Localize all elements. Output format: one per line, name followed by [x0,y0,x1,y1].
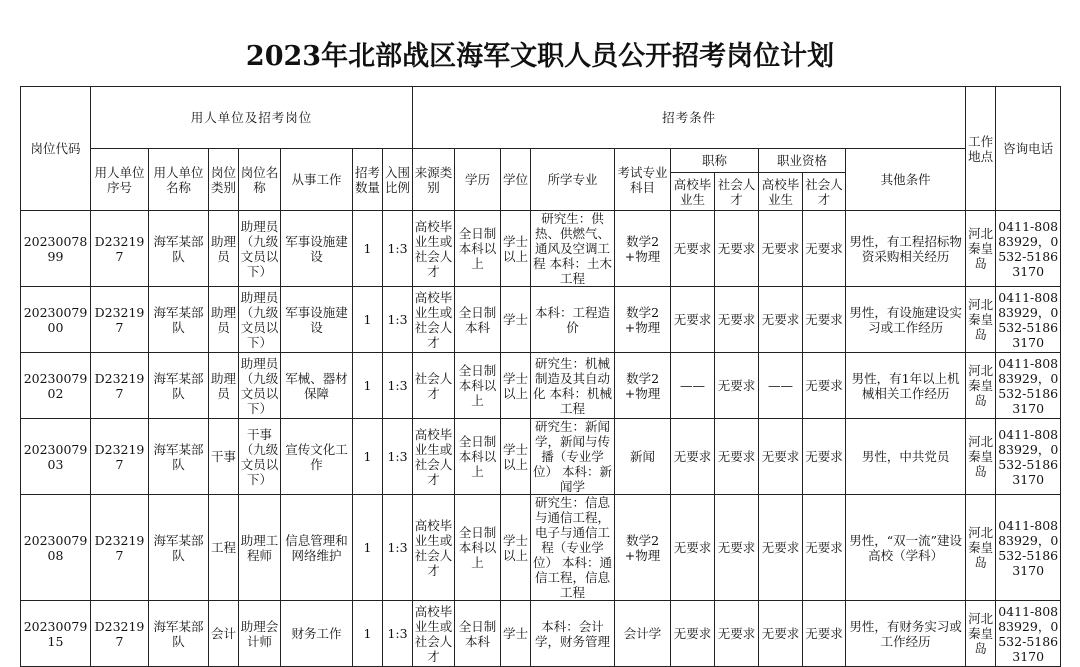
source: 高校毕业生或社会人才 [413,211,455,287]
exam-subject: 数学2+物理 [615,287,671,353]
education: 全日制本科以上 [455,211,501,287]
qualification-graduate: 无要求 [759,419,803,495]
job: 军事设施建设 [281,211,353,287]
phone: 0411-80883929，0532-51863170 [996,353,1061,419]
title-social: 无要求 [715,495,759,601]
degree: 学士以上 [501,211,531,287]
count: 1 [353,419,383,495]
unit-name: 海军某部队 [149,211,209,287]
post-code: 2023007899 [21,211,91,287]
unit-no: D232197 [91,419,149,495]
table-row [21,353,1061,419]
education: 全日制本科以上 [455,495,501,601]
unit-no: D232197 [91,287,149,353]
other-conditions: 男性，“双一流”建设高校（学科） [846,495,966,601]
job: 信息管理和网络维护 [281,495,353,601]
job: 财务工作 [281,601,353,667]
exam-subject: 数学2+物理 [615,211,671,287]
header-title-group: 职称 [671,149,759,173]
degree: 学士 [501,601,531,667]
job: 军械、器材保障 [281,353,353,419]
header-exam-subject: 考试专业科目 [615,149,671,211]
title-social: 无要求 [715,211,759,287]
post-code: 2023007908 [21,495,91,601]
ratio: 1:3 [383,353,413,419]
education: 全日制本科 [455,287,501,353]
education: 全日制本科 [455,601,501,667]
title-graduate: 无要求 [671,601,715,667]
post-name: 干事（九级文员以下） [239,419,281,495]
exam-subject: 数学2+物理 [615,495,671,601]
header-phone: 咨询电话 [996,87,1061,211]
header-degree: 学位 [501,149,531,211]
major: 研究生：机械制造及其自动化 本科：机械工程 [531,353,615,419]
qualification-graduate: 无要求 [759,211,803,287]
title-graduate: 无要求 [671,211,715,287]
job: 宣传文化工作 [281,419,353,495]
unit-no: D232197 [91,495,149,601]
header-work-place: 工作地点 [966,87,996,211]
post-name: 助理会计师 [239,601,281,667]
header-code: 岗位代码 [21,87,91,211]
recruitment-table [20,86,1061,667]
post-code: 2023007900 [21,287,91,353]
title-social: 无要求 [715,601,759,667]
header-other-conditions: 其他条件 [846,149,966,211]
count: 1 [353,601,383,667]
work-place: 河北秦皇岛 [966,211,996,287]
phone: 0411-80883929，0532-51863170 [996,211,1061,287]
source: 高校毕业生或社会人才 [413,495,455,601]
qualification-social: 无要求 [803,287,846,353]
table-row [21,495,1061,601]
header-group-conditions: 招考条件 [413,87,966,149]
post-name: 助理员（九级文员以下） [239,353,281,419]
header-unit-name: 用人单位名称 [149,149,209,211]
phone: 0411-80883929，0532-51863170 [996,287,1061,353]
work-place: 河北秦皇岛 [966,495,996,601]
post-type: 助理员 [209,353,239,419]
post-type: 会计 [209,601,239,667]
post-code: 2023007915 [21,601,91,667]
exam-subject: 会计学 [615,601,671,667]
post-name: 助理员（九级文员以下） [239,211,281,287]
header-group-unit: 用人单位及招考岗位 [91,87,413,149]
major: 研究生：新闻学，新闻与传播（专业学位） 本科：新闻学 [531,419,615,495]
title-graduate: 无要求 [671,287,715,353]
exam-subject: 数学2+物理 [615,353,671,419]
unit-name: 海军某部队 [149,287,209,353]
degree: 学士以上 [501,495,531,601]
post-type: 工程 [209,495,239,601]
degree: 学士以上 [501,353,531,419]
post-code: 2023007902 [21,353,91,419]
qualification-social: 无要求 [803,601,846,667]
qualification-social: 无要求 [803,419,846,495]
other-conditions: 男性，有财务实习或工作经历 [846,601,966,667]
table-row [21,287,1061,353]
post-name: 助理员（九级文员以下） [239,287,281,353]
header-education: 学历 [455,149,501,211]
header-post-type: 岗位类别 [209,149,239,211]
major: 研究生：信息与通信工程，电子与通信工程（专业学位） 本科：通信工程，信息工程 [531,495,615,601]
post-type: 助理员 [209,287,239,353]
count: 1 [353,353,383,419]
qualification-social: 无要求 [803,211,846,287]
ratio: 1:3 [383,495,413,601]
unit-no: D232197 [91,601,149,667]
title-social: 无要求 [715,353,759,419]
unit-name: 海军某部队 [149,601,209,667]
table-row [21,601,1061,667]
unit-name: 海军某部队 [149,495,209,601]
source: 高校毕业生或社会人才 [413,601,455,667]
ratio: 1:3 [383,419,413,495]
title-social: 无要求 [715,287,759,353]
other-conditions: 男性，中共党员 [846,419,966,495]
header-major: 所学专业 [531,149,615,211]
header-qualification-group: 职业资格 [759,149,846,173]
phone: 0411-80883929，0532-51863170 [996,601,1061,667]
header-count: 招考数量 [353,149,383,211]
title-social: 无要求 [715,419,759,495]
source: 高校毕业生或社会人才 [413,287,455,353]
post-name: 助理工程师 [239,495,281,601]
job: 军事设施建设 [281,287,353,353]
title-graduate: 无要求 [671,495,715,601]
post-type: 助理员 [209,211,239,287]
header-title-social: 社会人才 [715,173,759,211]
header-ratio: 入围比例 [383,149,413,211]
count: 1 [353,211,383,287]
phone: 0411-80883929，0532-51863170 [996,495,1061,601]
header-title-graduate: 高校毕业生 [671,173,715,211]
post-code: 2023007903 [21,419,91,495]
other-conditions: 男性，有1年以上机械相关工作经历 [846,353,966,419]
degree: 学士以上 [501,419,531,495]
ratio: 1:3 [383,601,413,667]
count: 1 [353,495,383,601]
header-qualification-graduate: 高校毕业生 [759,173,803,211]
unit-name: 海军某部队 [149,419,209,495]
page-title: 2023年北部战区海军文职人员公开招考岗位计划 [245,41,835,72]
qualification-graduate: —— [759,353,803,419]
exam-subject: 新闻 [615,419,671,495]
ratio: 1:3 [383,211,413,287]
unit-name: 海军某部队 [149,353,209,419]
qualification-graduate: 无要求 [759,287,803,353]
education: 全日制本科以上 [455,353,501,419]
phone: 0411-80883929，0532-51863170 [996,419,1061,495]
count: 1 [353,287,383,353]
major: 本科：会计学，财务管理 [531,601,615,667]
unit-no: D232197 [91,353,149,419]
source: 高校毕业生或社会人才 [413,419,455,495]
unit-no: D232197 [91,211,149,287]
source: 社会人才 [413,353,455,419]
work-place: 河北秦皇岛 [966,419,996,495]
ratio: 1:3 [383,287,413,353]
qualification-graduate: 无要求 [759,601,803,667]
header-source: 来源类别 [413,149,455,211]
other-conditions: 男性，有设施建设实习或工作经历 [846,287,966,353]
table-row [21,211,1061,287]
header-post-name: 岗位名称 [239,149,281,211]
table-row [21,419,1061,495]
header-qualification-social: 社会人才 [803,173,846,211]
post-type: 干事 [209,419,239,495]
other-conditions: 男性，有工程招标物资采购相关经历 [846,211,966,287]
education: 全日制本科以上 [455,419,501,495]
title-graduate: 无要求 [671,419,715,495]
work-place: 河北秦皇岛 [966,353,996,419]
major: 本科：工程造价 [531,287,615,353]
major: 研究生：供热、供燃气、通风及空调工程 本科：土木工程 [531,211,615,287]
degree: 学士 [501,287,531,353]
work-place: 河北秦皇岛 [966,287,996,353]
title-graduate: —— [671,353,715,419]
qualification-graduate: 无要求 [759,495,803,601]
qualification-social: 无要求 [803,495,846,601]
header-job: 从事工作 [281,149,353,211]
header-unit-no: 用人单位序号 [91,149,149,211]
qualification-social: 无要求 [803,353,846,419]
work-place: 河北秦皇岛 [966,601,996,667]
